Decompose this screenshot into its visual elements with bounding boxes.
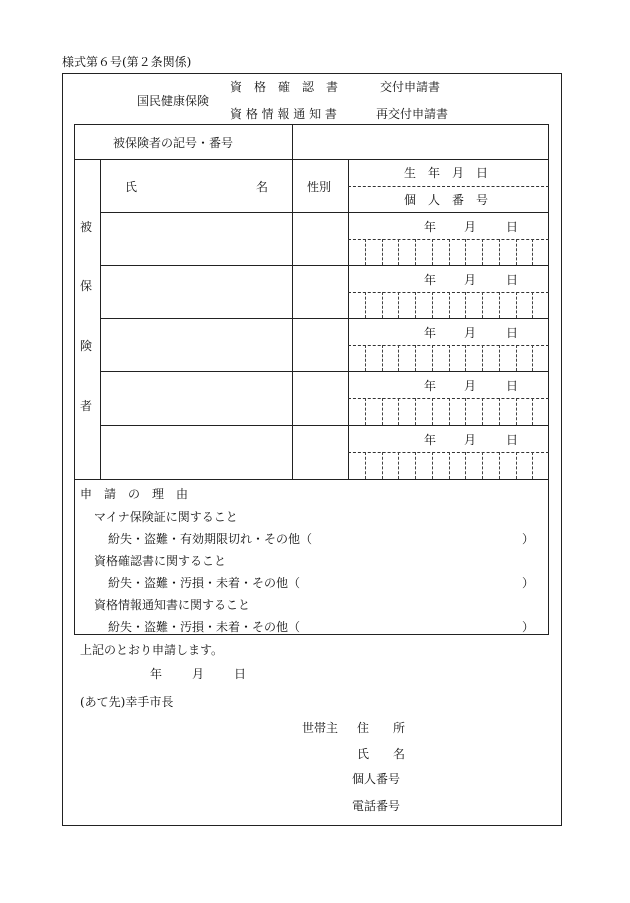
date-year: 年 xyxy=(150,667,163,681)
digit-box-divider xyxy=(482,239,483,265)
reason-options-3: 紛失・盗難・汚損・未着・その他（ xyxy=(108,620,301,634)
reason-close-3: ） xyxy=(522,620,535,634)
reason-close-1: ） xyxy=(522,532,535,546)
title-line2-doc: 資 格 情 報 通 知 書 xyxy=(230,107,337,121)
householder-name-label: 氏 名 xyxy=(357,747,406,761)
digit-box-divider xyxy=(465,398,466,425)
digit-box-divider xyxy=(415,398,416,425)
digit-box-divider xyxy=(449,345,450,371)
title-line1-action: 交付申請書 xyxy=(380,80,441,94)
row1-day: 日 xyxy=(506,220,519,234)
digit-box-divider xyxy=(382,292,383,318)
row3-month: 月 xyxy=(464,326,477,340)
digit-box-divider xyxy=(382,239,383,265)
row4-month: 月 xyxy=(464,379,477,393)
digit-box-divider xyxy=(382,345,383,371)
digit-box-divider xyxy=(516,345,517,371)
digit-box-divider xyxy=(398,345,399,371)
digit-box-divider xyxy=(516,292,517,318)
digit-box-divider xyxy=(532,452,533,479)
reason-options-1: 紛失・盗難・有効期限切れ・その他（ xyxy=(108,532,313,546)
digit-box-divider xyxy=(415,292,416,318)
householder-phone-label: 電話番号 xyxy=(352,799,401,813)
col-sex-label: 性別 xyxy=(307,180,332,194)
digit-box-divider xyxy=(532,292,533,318)
digit-box-divider xyxy=(432,398,433,425)
row3-year: 年 xyxy=(424,326,437,340)
digit-box-divider xyxy=(449,292,450,318)
digit-box-divider xyxy=(532,239,533,265)
digit-box-divider xyxy=(398,292,399,318)
reason-category-3: 資格情報通知書に関すること xyxy=(94,598,251,612)
date-day: 日 xyxy=(234,667,247,681)
digit-box-divider xyxy=(482,345,483,371)
digit-box-divider xyxy=(449,239,450,265)
side-label-char-3: 険 xyxy=(80,339,93,353)
digit-box-divider xyxy=(499,345,500,371)
side-label-char-2: 保 xyxy=(80,279,93,293)
reason-heading: 申 請 の 理 由 xyxy=(80,487,189,501)
row1-year: 年 xyxy=(424,220,437,234)
col-name-label: 氏 xyxy=(125,180,138,194)
digit-box-divider xyxy=(365,345,366,371)
digit-box-divider xyxy=(398,452,399,479)
row1-month: 月 xyxy=(464,220,477,234)
reason-category-2: 資格確認書に関すること xyxy=(94,554,227,568)
householder-label: 世帯主 xyxy=(302,721,339,735)
digit-box-divider xyxy=(432,345,433,371)
digit-box-divider xyxy=(482,398,483,425)
declaration: 上記のとおり申請します。 xyxy=(80,643,224,657)
digit-box-divider xyxy=(415,345,416,371)
row4-day: 日 xyxy=(506,379,519,393)
date-month: 月 xyxy=(192,667,205,681)
side-label-char-1: 被 xyxy=(80,220,93,234)
row4-year: 年 xyxy=(424,379,437,393)
row2-day: 日 xyxy=(506,273,519,287)
digit-box-divider xyxy=(415,452,416,479)
digit-box-divider xyxy=(382,452,383,479)
insured-symbol-number-label: 被保険者の記号・番号 xyxy=(113,136,234,150)
col-personal-number-label: 個 人 番 号 xyxy=(404,193,489,207)
digit-box-divider xyxy=(516,239,517,265)
householder-address-label: 住 所 xyxy=(357,721,406,735)
digit-box-divider xyxy=(499,398,500,425)
digit-box-divider xyxy=(499,239,500,265)
digit-box-divider xyxy=(449,398,450,425)
addressee: (あて先)幸手市長 xyxy=(80,695,174,709)
form-number: 様式第６号(第２条関係) xyxy=(62,55,192,69)
reason-category-1: マイナ保険証に関すること xyxy=(94,510,238,524)
digit-box-divider xyxy=(449,452,450,479)
col-name-label-2: 名 xyxy=(256,180,269,194)
digit-box-divider xyxy=(499,292,500,318)
digit-box-divider xyxy=(465,452,466,479)
digit-box-divider xyxy=(532,398,533,425)
digit-box-divider xyxy=(398,239,399,265)
householder-personal-number-label: 個人番号 xyxy=(352,772,401,786)
digit-box-divider xyxy=(415,239,416,265)
digit-box-divider xyxy=(398,398,399,425)
digit-box-divider xyxy=(516,452,517,479)
digit-box-divider xyxy=(499,452,500,479)
row2-year: 年 xyxy=(424,273,437,287)
digit-box-divider xyxy=(465,239,466,265)
digit-box-divider xyxy=(482,452,483,479)
title-line1-doc: 資 格 確 認 書 xyxy=(230,80,339,94)
digit-box-divider xyxy=(365,452,366,479)
digit-box-divider xyxy=(465,345,466,371)
digit-box-divider xyxy=(432,292,433,318)
reason-close-2: ） xyxy=(522,576,535,590)
row5-month: 月 xyxy=(464,433,477,447)
reason-options-2: 紛失・盗難・汚損・未着・その他（ xyxy=(108,576,301,590)
row5-day: 日 xyxy=(506,433,519,447)
title-line2-action: 再交付申請書 xyxy=(376,107,449,121)
digit-box-divider xyxy=(465,292,466,318)
digit-box-divider xyxy=(532,345,533,371)
digit-box-divider xyxy=(432,239,433,265)
side-label-char-4: 者 xyxy=(80,399,93,413)
title-prefix: 国民健康保険 xyxy=(137,94,210,108)
digit-box-divider xyxy=(432,452,433,479)
row3-day: 日 xyxy=(506,326,519,340)
digit-box-divider xyxy=(382,398,383,425)
digit-box-divider xyxy=(482,292,483,318)
digit-box-divider xyxy=(365,239,366,265)
digit-box-divider xyxy=(365,292,366,318)
digit-box-divider xyxy=(365,398,366,425)
row5-year: 年 xyxy=(424,433,437,447)
col-birth-label: 生 年 月 日 xyxy=(404,166,489,180)
digit-box-divider xyxy=(516,398,517,425)
row2-month: 月 xyxy=(464,273,477,287)
